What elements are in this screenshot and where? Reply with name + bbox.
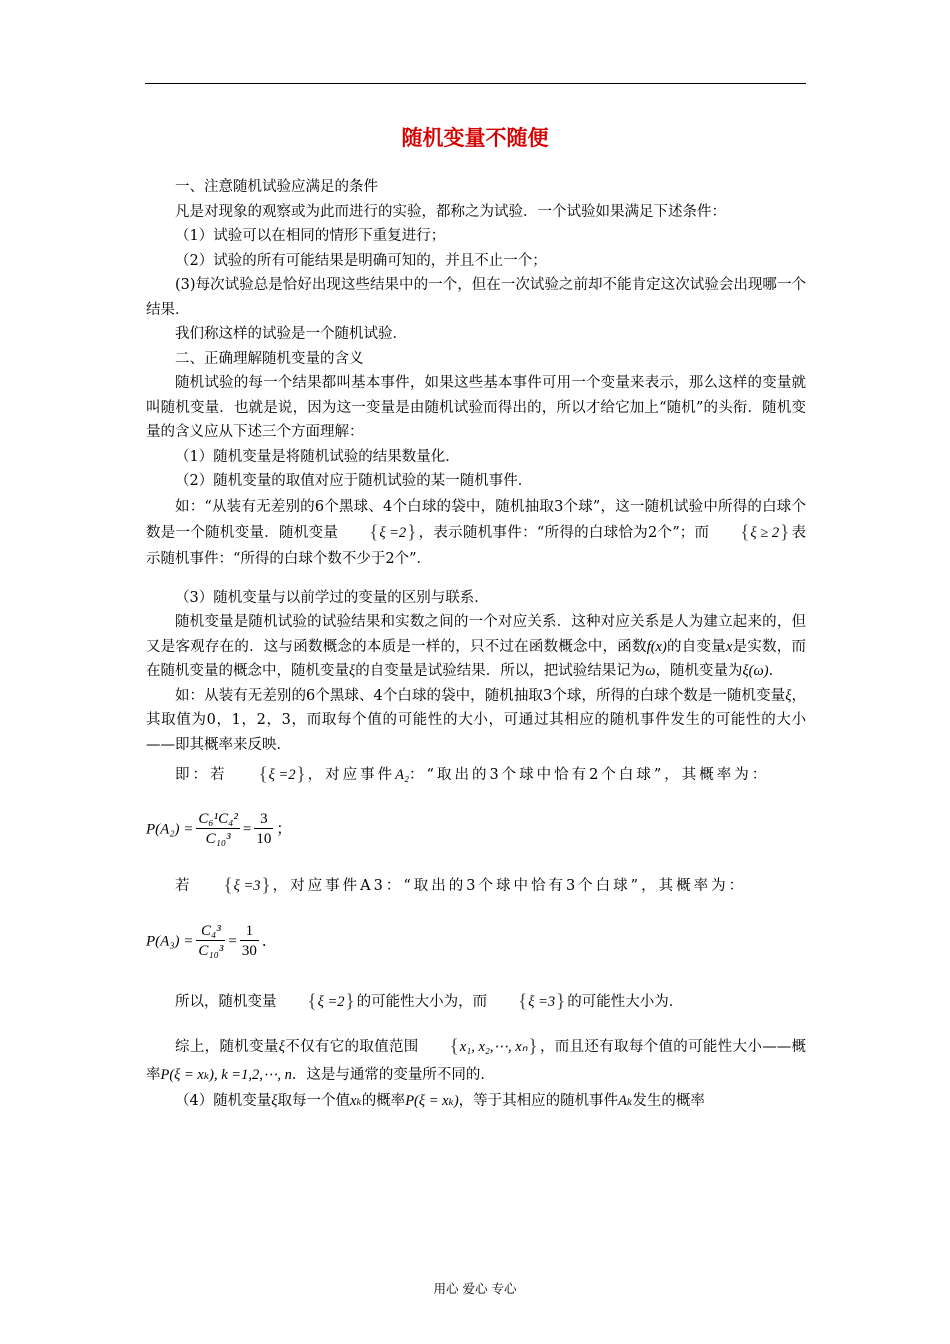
condition-3: (3)每次试验总是恰好出现这些结果中的一个，但在一次试验之前却不能肯定这次试验会出现哪一个结果． [146, 277, 806, 318]
pa3-result-fraction [240, 922, 259, 961]
pa2-lhs: P(A₂) = [146, 820, 194, 837]
section2-para2 [146, 610, 806, 684]
if-xi-eq-3-line [146, 874, 806, 899]
item4-text-c: 的概率 [361, 1092, 406, 1109]
so-text-b: 的可能性大小为，而 [356, 994, 488, 1010]
if-xi-eq-2-line [146, 763, 806, 788]
ji-text-a: 即：若 [175, 767, 228, 783]
pa3-equals: = [228, 933, 237, 950]
summary-text-c: ，而且还有取每个值的可能性大小——概率 [146, 1038, 807, 1083]
formula-P-A3 [146, 922, 806, 974]
pa2-combination-fraction [196, 810, 239, 849]
item4-text-a: （4）随机变量 [175, 1092, 272, 1109]
item4-text-b: 取每一个值 [277, 1092, 350, 1109]
para2-text-a: 随机变量是随机试验的试验结果和实数之间的一个对应关系．这种对应关系是人为建立起来的，但又是客观存在的．这与函数概念的本质是一样的，只不过在函数概念中，函数 [146, 614, 806, 655]
ji-text-b: ，对应事件 [307, 767, 396, 783]
formula-P-A2 [146, 810, 806, 862]
item4-text-d: ，等于其相应的随机事件 [458, 1092, 619, 1109]
so-text-a: 所以，随机变量 [175, 994, 277, 1010]
event-xi-eq-2-b: { ξ =2 } [228, 763, 308, 788]
pa3-result-numerator: 1 [240, 922, 259, 941]
section1-conclusion: 我们称这样的试验是一个随机试验． [175, 326, 407, 342]
pa3-numerator: C₄³ [196, 922, 225, 941]
item4-xi: ξ [271, 1092, 278, 1109]
example2-paragraph [146, 684, 806, 758]
event-xi-eq-2-c: { ξ =2 } [277, 990, 357, 1015]
item4-xk: xₖ [349, 1092, 362, 1109]
understanding-3: （3）随机变量与以前学过的变量的区别与联系． [175, 589, 489, 606]
pa3-end: ． [261, 933, 277, 950]
document-title: 随机变量不随便 [401, 126, 549, 150]
pa2-denominator: C₁₀³ [205, 830, 231, 847]
item4-text-e: 发生的概率 [632, 1092, 705, 1109]
example1-text-a: 如：“从装有无差别的6个黑球、4个白球的袋中，随机抽取3个球”，这一随机试验中所得的白球个数是一个随机变量．随机变量 [146, 498, 806, 541]
section2-para1: 随机试验的每一个结果都叫基本事件，如果这些基本事件可用一个变量来表示，那么这样的变量就叫随机变量．也就是说，因为这一变量是由随机试验而得出的，所以才给它加上“随机”的头衔．随机变量的含义应从下述三个方面理解： [146, 375, 806, 440]
section1-intro: 凡是对现象的观察或为此而进行的实验，都称之为试验．一个试验如果满足下述条件： [175, 203, 726, 220]
event-xi-eq-2: { ξ =2 } [338, 520, 418, 546]
pa3-denominator: C₁₀³ [198, 943, 224, 959]
event-xi-eq-3-b: { ξ =3 } [487, 990, 567, 1015]
example2-text-b: ，其取值为0，1，2，3，而取每个值的可能性的大小，可通过其相应的随机事件发生的可能性的大小——即其概率来反映． [146, 687, 806, 753]
example1-paragraph [146, 494, 806, 572]
so-text-c: 的可能性大小为． [567, 994, 684, 1010]
event-xi-ge-2: { ξ ≥ 2 } [709, 520, 791, 546]
para2-text-c: 是实数，而在随机变量的概念中，随机变量 [146, 638, 807, 679]
understanding-4 [146, 1089, 806, 1114]
event-A2: A₂ [395, 767, 410, 783]
pa3-lhs: P(A₃) = [146, 933, 194, 950]
item4-probability: P(ξ = xₖ) [405, 1092, 459, 1109]
section1-heading: 一、注意随机试验应满足的条件 [175, 179, 378, 195]
ji-text-c: ：“取出的3个球中恰有2个白球”，其概率为： [409, 767, 770, 783]
pa2-equals: = [242, 820, 252, 837]
page-footer: 用心 爱心 专心 [433, 1281, 517, 1296]
understanding-2: （2）随机变量的取值对应于随机试验的某一随机事件． [175, 473, 533, 489]
summary-text-d: ．这是与通常的变量所不同的． [291, 1066, 495, 1083]
item4-Ak: Aₖ [618, 1092, 633, 1109]
section2-heading: 二、正确理解随机变量的含义 [175, 350, 364, 367]
pa3-result-denominator: 30 [241, 943, 257, 959]
summary-text-a: 综上，随机变量 [175, 1038, 279, 1055]
header-rule [145, 83, 806, 84]
summary-paragraph [146, 1033, 806, 1089]
example2-text-a: 如：从装有无差别的6个黑球、4个白球的袋中，随机抽取3个球，所得的白球个数是一随机变量 [175, 687, 786, 704]
condition-1: （1）试验可以在相同的情形下重复进行； [175, 228, 446, 244]
pa3-combination-fraction [196, 922, 225, 961]
summary-text-b: 不仅有它的取值范围 [284, 1038, 419, 1055]
example1-text-c: 表示随机事件：“所得的白球个数不少于2个”． [146, 524, 807, 567]
para2-text-d: 的自变量是试验结果．所以，把试验结果记为 [355, 663, 646, 679]
function-fx: f(x) [646, 638, 667, 655]
ruo-text-a: 若 [175, 877, 193, 894]
variable-x: x [725, 638, 733, 655]
value-range-set: { x₁, x₂,⋯, xₙ } [419, 1033, 540, 1061]
example1-text-b: ，表示随机事件：“所得的白球恰为2个”；而 [418, 524, 710, 541]
variable-omega: ω [645, 663, 656, 679]
xi-of-omega: ξ(ω) [742, 663, 769, 679]
ruo-text-b: ，对应事件A3：“取出的3个球中恰有3个白球”，其概率为： [272, 877, 747, 894]
document-body [146, 175, 806, 1113]
para2-text-f: ． [768, 663, 784, 679]
understanding-1: （1）随机变量是将随机试验的结果数量化． [175, 448, 460, 465]
pa2-result-denominator: 10 [256, 830, 272, 847]
so-line [146, 990, 806, 1015]
event-xi-eq-3: { ξ =3 } [193, 874, 273, 899]
condition-2: （2）试验的所有可能结果是明确可知的，并且不止一个； [175, 252, 547, 269]
pa2-end: ； [276, 820, 292, 837]
pa2-result-fraction [254, 810, 273, 849]
pa2-numerator: C₆¹C₄² [198, 810, 238, 827]
para2-text-e: ，随机变量为 [655, 663, 743, 679]
pa2-result-numerator: 3 [254, 810, 273, 829]
example2-xi: ξ [785, 687, 792, 704]
variable-xi: ξ [349, 663, 356, 679]
probability-xk-expression: P(ξ = xₖ), k =1,2,⋯, n [160, 1066, 292, 1083]
summary-xi: ξ [278, 1038, 285, 1055]
para2-text-b: 的自变量 [666, 638, 726, 655]
